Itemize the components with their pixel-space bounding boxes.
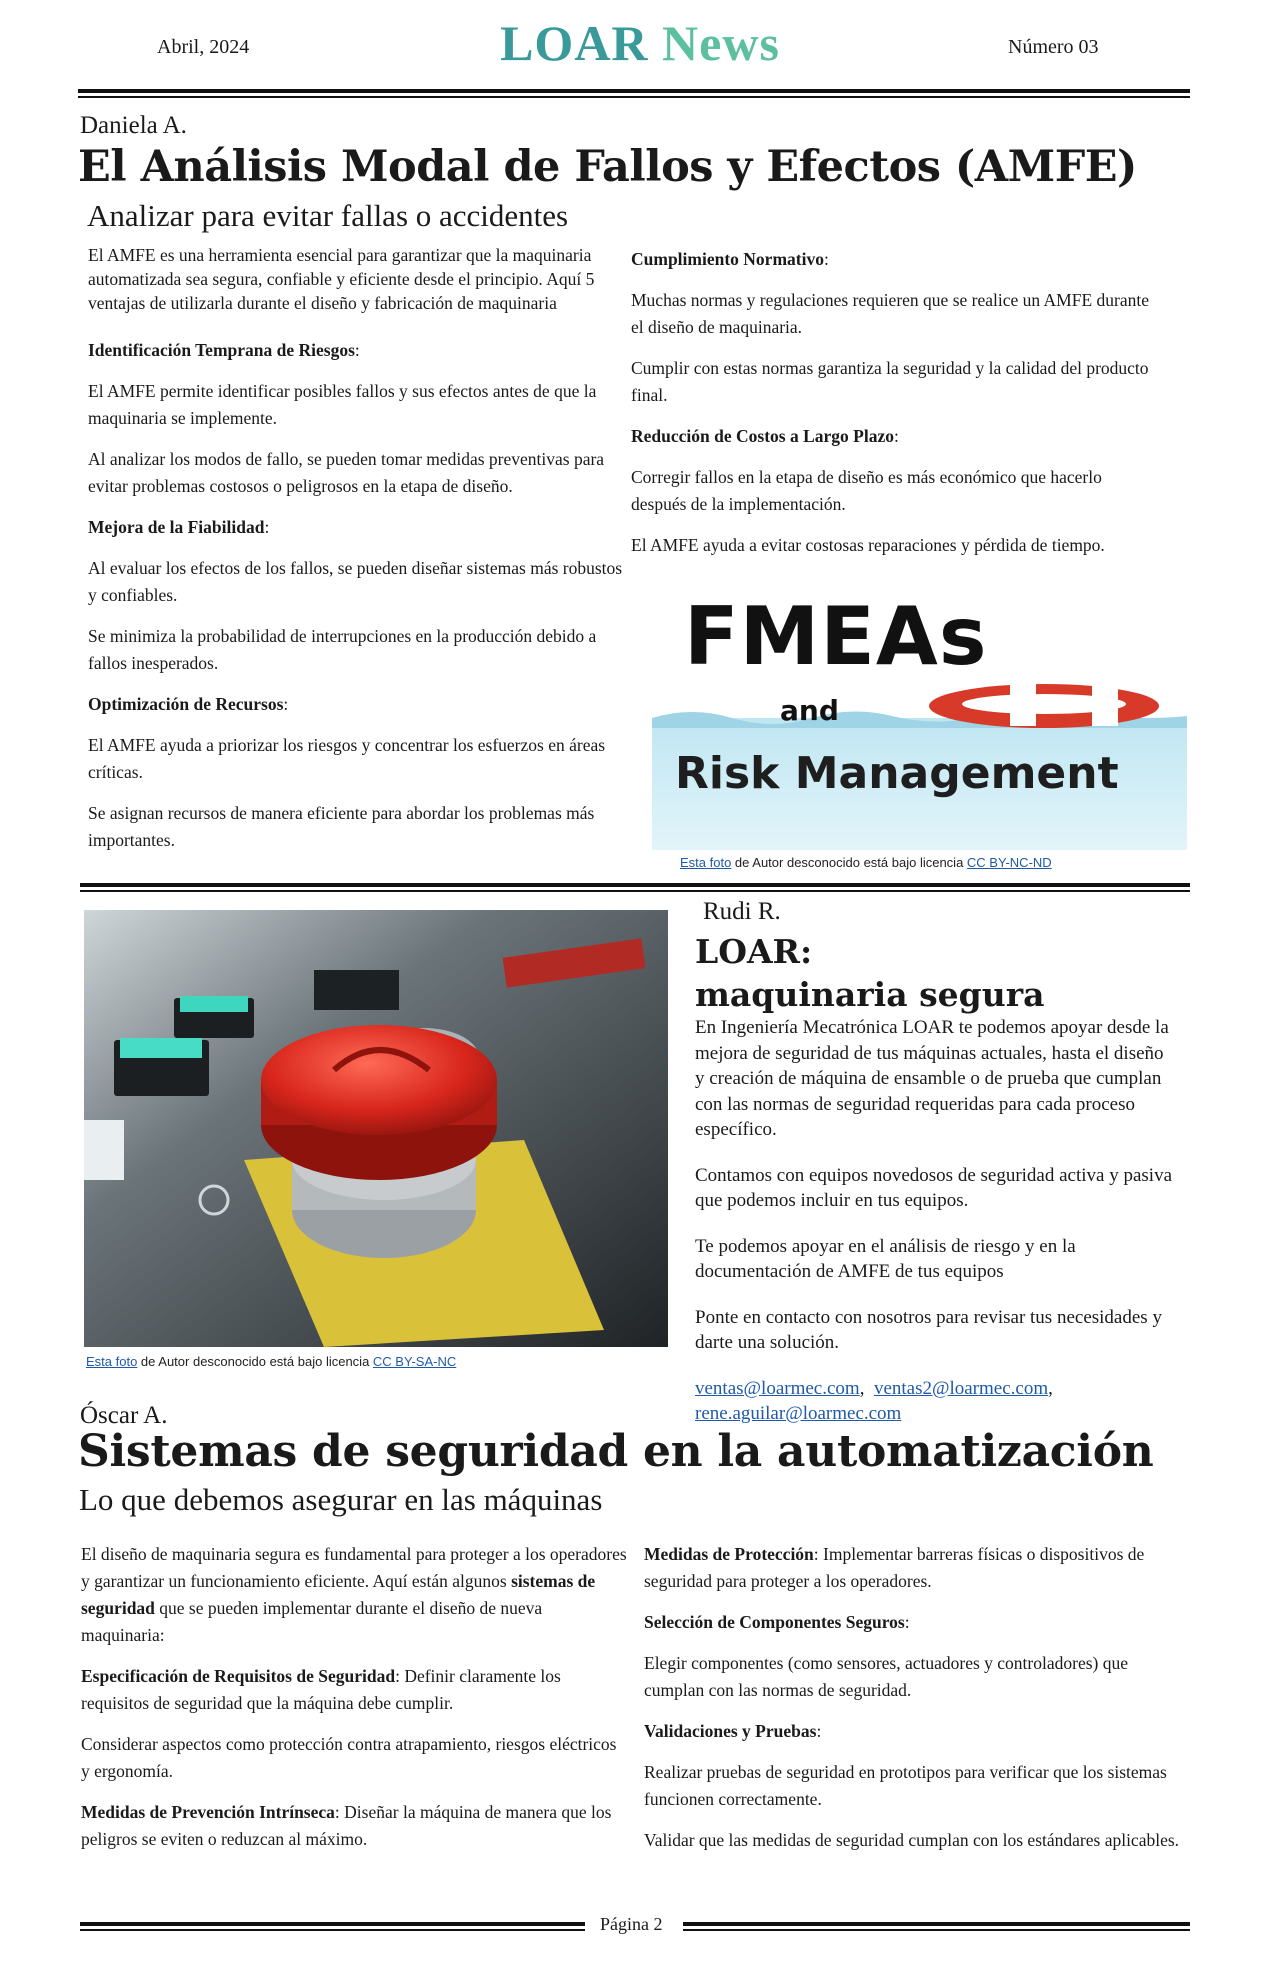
article3-s1: Especificación de Requisitos de Seguridad: Definir claramente los requisitos de seguridad que la máquina debe cumplir.: [81, 1666, 561, 1713]
article1-col-left: [88, 243, 623, 868]
section-rule: [80, 883, 1190, 887]
article3-s3-text: Implementar barreras físicas o dispositivos de seguridad para proteger a los operadores.: [644, 1544, 1145, 1591]
article3-s4-heading: Selección de Componentes Seguros: [644, 1612, 905, 1632]
article1-title: El Análisis Modal de Fallos y Efectos (AMFE): [78, 142, 1137, 192]
article1-s2-p1: Al evaluar los efectos de los fallos, se pueden diseñar sistemas más robustos y confiables.: [88, 558, 623, 605]
article2-p4: Ponte en contacto con nosotros para revisar tus necesidades y darte una solución.: [695, 1306, 1162, 1353]
article1-s1-p2: Al analizar los modos de fallo, se pueden tomar medidas preventivas para evitar problemas costosos o peligrosos en la etapa de diseño.: [88, 449, 605, 496]
article1-s5: Reducción de Costos a Largo Plazo:: [631, 426, 899, 446]
article3-s4: Selección de Componentes Seguros:: [644, 1612, 910, 1632]
article1-col-right: [631, 246, 1151, 573]
footer-rule-right-thin: [683, 1929, 1190, 1931]
fmea-image-and: and: [780, 694, 839, 727]
article2-p1: En Ingeniería Mecatrónica LOAR te podemos apoyar desde la mejora de seguridad de tus máquinas actuales, hasta el diseño y creación de máquina de ensamble o de prueba que cumplan con las normas de seguridad requeridas para cada proceso específico.: [695, 1017, 1169, 1140]
article1-subtitle: Analizar para evitar fallas o accidentes: [87, 198, 569, 233]
caption1-license-link[interactable]: CC BY-NC-ND: [966, 855, 1052, 870]
article3-s1-text: Definir claramente los requisitos de seguridad que la máquina debe cumplir.: [81, 1666, 561, 1713]
estop-image-caption: [86, 1354, 456, 1369]
fmea-risk-image: [652, 588, 1187, 850]
article3-s2: Medidas de Prevención Intrínseca: Diseñar la máquina de manera que los peligros se eviten o reduzcan al máximo.: [81, 1802, 612, 1849]
article3-s3-heading: Medidas de Protección: [644, 1544, 814, 1564]
article1-s3-heading: Optimización de Recursos: [88, 694, 284, 714]
article1-s3: Optimización de Recursos:: [88, 694, 289, 714]
page-number: Página 2: [600, 1914, 663, 1934]
caption1-text: de Autor desconocido está bajo licencia: [731, 855, 967, 870]
fmea-image-caption: [680, 855, 1052, 870]
article1-s4-heading: Cumplimiento Normativo: [631, 249, 824, 269]
article1-s5-p2: El AMFE ayuda a evitar costosas reparaciones y pérdida de tiempo.: [631, 535, 1105, 555]
article1-s2-heading: Mejora de la Fiabilidad: [88, 517, 265, 537]
caption2-photo-link[interactable]: Esta foto: [86, 1354, 138, 1369]
article1-intro: El AMFE es una herramienta esencial para garantizar que la maquinaria automatizada sea segura, confiable y eficiente desde el principio. Aquí 5 ventajas de utilizarla durante el diseño y fabricación de maquinaria: [88, 245, 595, 313]
footer-rule-left: [80, 1922, 585, 1926]
fmea-image-title: FMEAs: [684, 590, 988, 683]
article3-s2-heading: Medidas de Prevención Intrínseca: [81, 1802, 335, 1822]
article2-author: Rudi R.: [703, 898, 781, 925]
article1-s4-p2: Cumplir con estas normas garantiza la seguridad y la calidad del producto final.: [631, 358, 1149, 405]
emergency-stop-image: [84, 910, 668, 1347]
header-rule-thin: [78, 96, 1190, 98]
article1-s3-p1: El AMFE ayuda a priorizar los riesgos y concentrar los esfuerzos en áreas críticas.: [88, 735, 606, 782]
email-ventas2-link[interactable]: ventas2@loarmec.com: [873, 1377, 1049, 1399]
article3-s5: Validaciones y Pruebas:: [644, 1721, 822, 1741]
article3-s5-p1: Realizar pruebas de seguridad en prototipos para verificar que los sistemas funcionen correctamente.: [644, 1762, 1167, 1809]
article2-title-line2: maquinaria segura: [695, 975, 1045, 1014]
caption1-photo-link[interactable]: Esta foto: [680, 855, 732, 870]
email-rene-link[interactable]: rene.aguilar@loarmec.com: [695, 1403, 902, 1424]
article3-s1-heading: Especificación de Requisitos de Seguridad: [81, 1666, 396, 1686]
article3-s2-text: Diseñar la máquina de manera que los peligros se eviten o reduzcan al máximo.: [81, 1802, 612, 1849]
article3-col-right: [644, 1541, 1189, 1868]
article1-s4: Cumplimiento Normativo:: [631, 249, 829, 269]
caption2-license-link[interactable]: CC BY-SA-NC: [372, 1354, 457, 1369]
email-ventas-link[interactable]: ventas@loarmec.com: [695, 1377, 860, 1399]
issue-number: Número 03: [1008, 36, 1099, 58]
article2-contacts: ventas@loarmec.com, ventas2@loarmec.com, rene.aguilar@loarmec.com: [695, 1377, 1053, 1424]
article3-s3: Medidas de Protección: Implementar barreras físicas o dispositivos de seguridad para proteger a los operadores.: [644, 1544, 1145, 1591]
article1-s1: Identificación Temprana de Riesgos:: [88, 340, 360, 360]
article3-title: Sistemas de seguridad en la automatización: [78, 1426, 1154, 1477]
article3-intro-b: que se pueden implementar durante el diseño de nueva maquinaria:: [81, 1598, 543, 1645]
article3-intro-a: El diseño de maquinaria segura es fundamental para proteger a los operadores y garantizar un funcionamiento eficiente. Aquí están algunos: [81, 1544, 627, 1591]
article3-s5-p2: Validar que las medidas de seguridad cumplan con los estándares aplicables.: [644, 1830, 1180, 1850]
article3-s5-heading: Validaciones y Pruebas: [644, 1721, 817, 1741]
article2-p3: Te podemos apoyar en el análisis de riesgo y en la documentación de AMFE de tus equipos: [695, 1235, 1076, 1282]
masthead-loar: LOAR: [500, 15, 649, 71]
issue-date: Abril, 2024: [157, 36, 250, 58]
masthead-news: News: [662, 15, 780, 71]
footer-rule-right: [683, 1922, 1190, 1926]
footer-rule-left-thin: [80, 1929, 585, 1931]
article1-s1-heading: Identificación Temprana de Riesgos: [88, 340, 355, 360]
article1-author: Daniela A.: [80, 112, 187, 139]
article3-author: Óscar A.: [80, 1402, 168, 1429]
article3-s4-p1: Elegir componentes (como sensores, actuadores y controladores) que cumplan con las normas de seguridad.: [644, 1653, 1129, 1700]
article3-subtitle: Lo que debemos asegurar en las máquinas: [79, 1482, 603, 1517]
article1-s2-p2: Se minimiza la probabilidad de interrupciones en la producción debido a fallos inesperados.: [88, 626, 597, 673]
article2-title-line1: LOAR:: [695, 932, 813, 971]
article3-intro-bold: sistemas de seguridad: [81, 1571, 596, 1618]
article3-s1-p2: Considerar aspectos como protección contra atrapamiento, riesgos eléctricos y ergonomía.: [81, 1734, 617, 1781]
emergency-stop-graphic: [84, 910, 668, 1347]
article1-s5-p1: Corregir fallos en la etapa de diseño es más económico que hacerlo después de la implementación.: [631, 467, 1102, 514]
section-rule-thin: [80, 890, 1190, 892]
article1-s3-p2: Se asignan recursos de manera eficiente para abordar los problemas más importantes.: [88, 803, 595, 850]
fmea-image-subtitle: Risk Management: [675, 748, 1119, 799]
article1-s1-p1: El AMFE permite identificar posibles fallos y sus efectos antes de que la maquinaria se implemente.: [88, 381, 597, 428]
header-rule: [78, 89, 1190, 93]
article1-s5-heading: Reducción de Costos a Largo Plazo: [631, 426, 894, 446]
caption2-text: de Autor desconocido está bajo licencia: [137, 1354, 373, 1369]
article3-col-left: [81, 1541, 629, 1867]
article2-body: [695, 1015, 1175, 1447]
article2-p2: Contamos con equipos novedosos de seguridad activa y pasiva que podemos incluir en tus equipos.: [695, 1164, 1173, 1211]
article2-title: [695, 930, 1044, 1016]
article1-s4-p1: Muchas normas y regulaciones requieren que se realice un AMFE durante el diseño de maquinaria.: [631, 290, 1150, 337]
article1-s2: Mejora de la Fiabilidad:: [88, 517, 270, 537]
article3-intro: [81, 1541, 629, 1649]
